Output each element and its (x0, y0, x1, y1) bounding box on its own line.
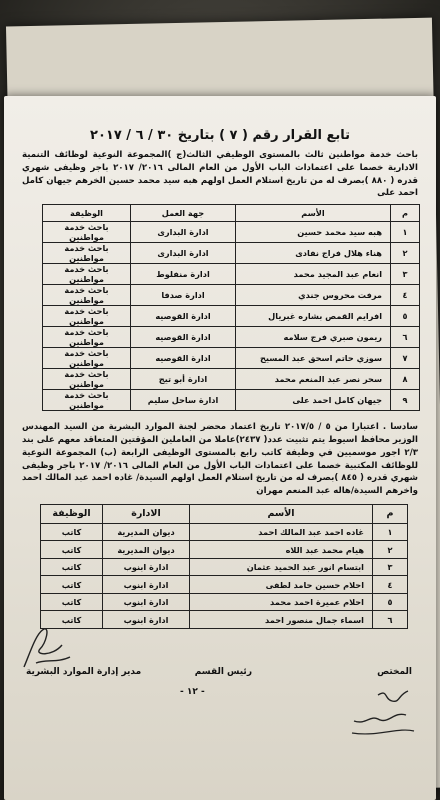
table-row (41, 523, 408, 541)
employee-name: ابتسام انور عبد الحميد عثمان (190, 558, 373, 576)
header-job: الوظيفة (43, 205, 131, 222)
job-title: باحث خدمة مواطنين (43, 306, 131, 327)
department: ادارة القوصيه (131, 327, 236, 348)
department: ادارة القوصيه (131, 348, 236, 369)
table-row (43, 285, 420, 306)
signature-section-head (195, 667, 252, 677)
row-number: ٢ (391, 243, 420, 264)
employee-name: هيام محمد عبد اللاه (190, 541, 373, 559)
job-title: باحث خدمة مواطنين (43, 222, 131, 243)
header-number: م (373, 504, 408, 523)
employee-name: انعام عبد المجيد محمد (236, 264, 391, 285)
row-number: ٩ (391, 390, 420, 411)
table-row (43, 306, 420, 327)
table-row (41, 541, 408, 559)
table-row (41, 611, 408, 629)
row-number: ٤ (373, 576, 408, 594)
department: ادارة ساحل سليم (131, 390, 236, 411)
row-number: ١ (373, 523, 408, 541)
job-title: كاتب (41, 593, 103, 611)
row-number: ٦ (391, 327, 420, 348)
employee-name: هناء هلال فراج نفادى (236, 243, 391, 264)
employee-name: افرايم القمص بشاره غبريال (236, 306, 391, 327)
table-row (43, 222, 420, 243)
job-title: باحث خدمة مواطنين (43, 285, 131, 306)
job-title: باحث خدمة مواطنين (43, 390, 131, 411)
table-row (41, 593, 408, 611)
table-body (41, 523, 408, 628)
table-row (43, 369, 420, 390)
table-clerks (40, 504, 408, 629)
signature-block (10, 653, 430, 743)
employee-name: اسماء جمال منصور احمد (190, 611, 373, 629)
hr-director-label: مدير إدارة الموارد البشرية (26, 666, 142, 677)
handwritten-signature-hr-director (16, 623, 76, 673)
table-header-row (43, 205, 420, 222)
table-row (43, 264, 420, 285)
row-number: ٥ (391, 306, 420, 327)
row-number: ٨ (391, 369, 420, 390)
employee-name: احلام حسين حامد لطفى (190, 576, 373, 594)
row-number: ١ (391, 222, 420, 243)
job-title: باحث خدمة مواطنين (43, 348, 131, 369)
table-row (43, 390, 420, 411)
row-number: ٢ (373, 541, 408, 559)
table-row (41, 576, 408, 594)
header-name: الأسم (190, 504, 373, 523)
section-head-label: رئيس القسم (194, 666, 252, 677)
job-title: كاتب (41, 611, 103, 629)
table-row (43, 243, 420, 264)
department: ديوان المديرية (103, 523, 190, 541)
table-row (43, 348, 420, 369)
decree-title: تابع القرار رقم ( ٧ ) بتاريخ ٣٠ / ٦ / ٢٠١٧ (90, 128, 350, 143)
table-header-row (41, 504, 408, 523)
header-department: الادارة (103, 504, 190, 523)
employee-name: مرفت محروس جندي (236, 285, 391, 306)
header-number: م (391, 205, 420, 222)
employee-name: سحر نصر عبد المنعم محمد (236, 369, 391, 390)
job-title: كاتب (41, 541, 103, 559)
page-number: - ١٢ - (180, 686, 205, 697)
job-title: باحث خدمة مواطنين (43, 369, 131, 390)
employee-name: هبه سيد محمد حسين (236, 222, 391, 243)
row-number: ٦ (373, 611, 408, 629)
header-workplace: جهة العمل (131, 205, 236, 222)
department: ادارة القوصيه (131, 306, 236, 327)
department: ادارة صدفا (131, 285, 236, 306)
employee-name: ريمون صبري فرج سلامه (236, 327, 391, 348)
header-job: الوظيفة (41, 504, 103, 523)
paragraph-first-group: باحث خدمة مواطنين ثالث بالمستوى الوظيفي الثالث(ج )المجموعة النوعية لوظائف التنمية الادارية خصما على اعتمادات الباب الأول من العام المالى ٢٠١٦/ ٢٠١٧ باجر وظيفى شهري قدره ( ٨٨٠ )بصرف له من تاريخ استلام العمل اولهم هبه سيد محمد حسين الخرهم جيهان كامل احمد على (22, 150, 418, 199)
department: ادارة البدارى (131, 243, 236, 264)
employee-name: سوزي حاتم اسحق عبد المسيح (236, 348, 391, 369)
table-citizen-service-researchers (42, 204, 420, 411)
job-title: كاتب (41, 523, 103, 541)
job-title: كاتب (41, 576, 103, 594)
department: ديوان المديرية (103, 541, 190, 559)
employee-name: جيهان كامل احمد على (236, 390, 391, 411)
job-title: باحث خدمة مواطنين (43, 243, 131, 264)
document-content (10, 102, 430, 800)
row-number: ٥ (373, 593, 408, 611)
handwritten-signature-specialist (348, 681, 418, 741)
job-title: باحث خدمة مواطنين (43, 264, 131, 285)
specialist-label: المختص (377, 666, 412, 677)
job-title: كاتب (41, 558, 103, 576)
department: ادارة البدارى (131, 222, 236, 243)
department: ادارة ابنوب (103, 558, 190, 576)
table-body (43, 222, 420, 411)
department: ادارة أبو تيج (131, 369, 236, 390)
department: ادارة ابنوب (103, 576, 190, 594)
paragraph-second-group: سادسا . اعتبارا من ٥ / ٢٠١٧/٥ تاريخ اعتماد محضر لجنة الموارد البشرية من السيد المهندس الوزير محافظ اسيوط يتم تثبيت عدد( ٢٤٣٧)عاملا من العاملين المؤقتين المتعاقد معهم على بند ٢/٣ اجور موسميين في وظيفة كاتب رابع بالمستوى الوظيفى الرابعة (ب) المجموعة النوعية للوظائف المكتبية خصما على اعتمادات الباب الأول من العام المالى ٢٠١٦/ ٢٠١٧ باجر وظيفى شهري قدره ( ٨٤٥ )بصرف له من تاريخ استلام العمل اولهم السيدة/ غاده احمد عبد المالك احمد واخرهم السيدة/هاله عبد المنعم مهران (22, 422, 419, 497)
table-row (41, 558, 408, 576)
row-number: ٤ (391, 285, 420, 306)
row-number: ٣ (391, 264, 420, 285)
row-number: ٧ (391, 348, 420, 369)
job-title: باحث خدمة مواطنين (43, 327, 131, 348)
table-row (43, 327, 420, 348)
department: ادارة ابنوب (103, 611, 190, 629)
signature-specialist (377, 667, 412, 677)
row-number: ٣ (373, 558, 408, 576)
signature-hr-director (26, 667, 141, 677)
department: ادارة ابنوب (103, 593, 190, 611)
department: ادارة منفلوط (131, 264, 236, 285)
employee-name: غاده احمد عبد المالك احمد (190, 523, 373, 541)
header-name: الأسم (236, 205, 391, 222)
employee-name: احلام عميرة احمد محمد (190, 593, 373, 611)
